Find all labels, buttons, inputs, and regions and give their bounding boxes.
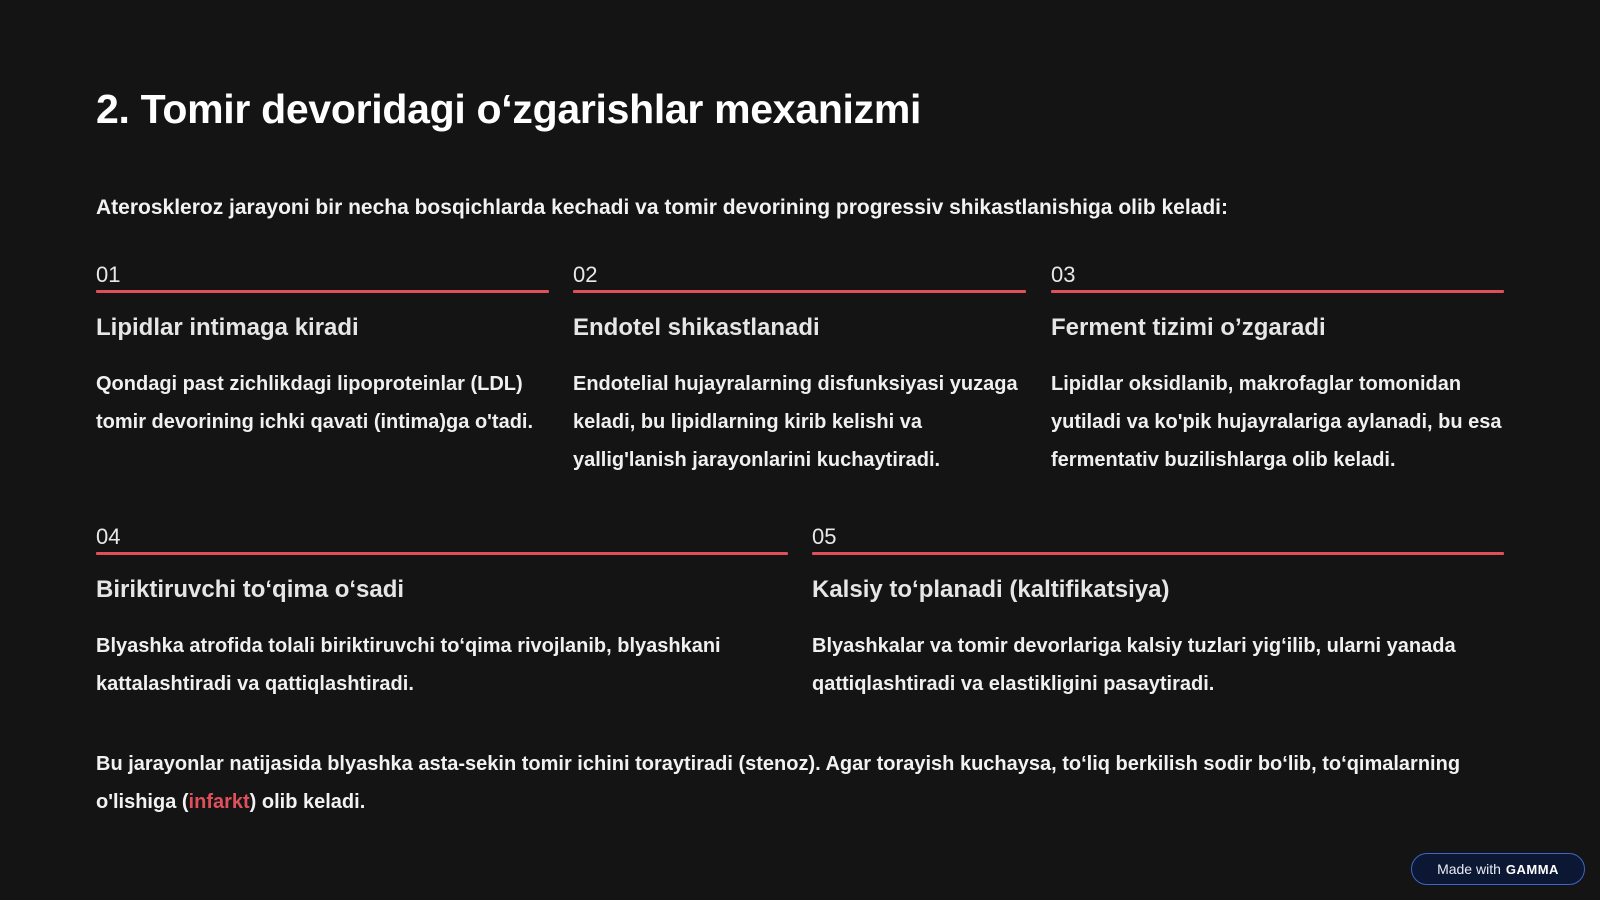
step-number: 03 [1051, 262, 1076, 287]
gamma-logo: GAMMA [1505, 861, 1559, 877]
step-description: Blyashka atrofida tolali biriktiruvchi to‘qima rivojlanib, blyashkani kattalashtiradi va qattiqlashtiradi. [96, 635, 721, 695]
made-with-gamma-badge[interactable] [1411, 853, 1585, 885]
conclusion-text-start: Bu jarayonlar natijasida blyashka asta-sekin tomir ichini toraytiradi (stenoz). Agar torayish kuchaysa, to‘liq berkilish sodir bo‘lib, to‘qimalarning o'lishiga ( [96, 753, 1461, 813]
step-description: Qondagi past zichlikdagi lipoproteinlar (LDL) tomir devorining ichki qavati (intima)ga o'tadi. [96, 373, 534, 433]
step-description: Endotelial hujayralarning disfunksiyasi yuzaga keladi, bu lipidlarning kirib kelishi va yallig'lanish jarayonlarini kuchaytiradi. [573, 373, 1018, 471]
step-description: Blyashkalar va tomir devorlariga kalsiy tuzlari yig‘ilib, ularni yanada qattiqlashtiradi va elastikligini pasaytiradi. [812, 635, 1456, 695]
conclusion-text [96, 745, 1516, 821]
step-heading: Lipidlar intimaga kiradi [96, 314, 359, 341]
step-number: 04 [96, 524, 121, 549]
step-card-05 [812, 524, 1504, 703]
step-card-04 [96, 524, 788, 703]
step-heading: Ferment tizimi o’zgaradi [1051, 314, 1326, 341]
step-divider [573, 290, 1026, 293]
step-divider [96, 290, 549, 293]
infarkt-highlight: infarkt [188, 791, 250, 813]
step-description: Lipidlar oksidlanib, makrofaglar tomonidan yutiladi va ko'pik hujayralariga aylanadi, bu esa fermentativ buzilishlarga olib keladi. [1051, 373, 1502, 471]
step-card-02 [573, 262, 1026, 479]
slide-title: 2. Tomir devoridagi o‘zgarishlar mexanizmi [96, 86, 922, 132]
step-divider [812, 552, 1504, 555]
step-card-01 [96, 262, 549, 441]
step-number: 05 [812, 524, 837, 549]
step-divider [96, 552, 788, 555]
step-heading: Biriktiruvchi to‘qima o‘sadi [96, 576, 405, 603]
step-number: 02 [573, 262, 598, 287]
step-card-03 [1051, 262, 1504, 479]
made-with-label: Made with [1437, 861, 1501, 877]
conclusion-text-end: ) olib keladi. [249, 791, 366, 813]
step-heading: Endotel shikastlanadi [573, 314, 820, 341]
step-number: 01 [96, 262, 121, 287]
step-divider [1051, 290, 1504, 293]
step-heading: Kalsiy to‘planadi (kaltifikatsiya) [812, 576, 1170, 603]
slide-intro: Ateroskleroz jarayoni bir necha bosqichlarda kechadi va tomir devorining progressiv shikastlanishiga olib keladi: [96, 196, 1229, 219]
